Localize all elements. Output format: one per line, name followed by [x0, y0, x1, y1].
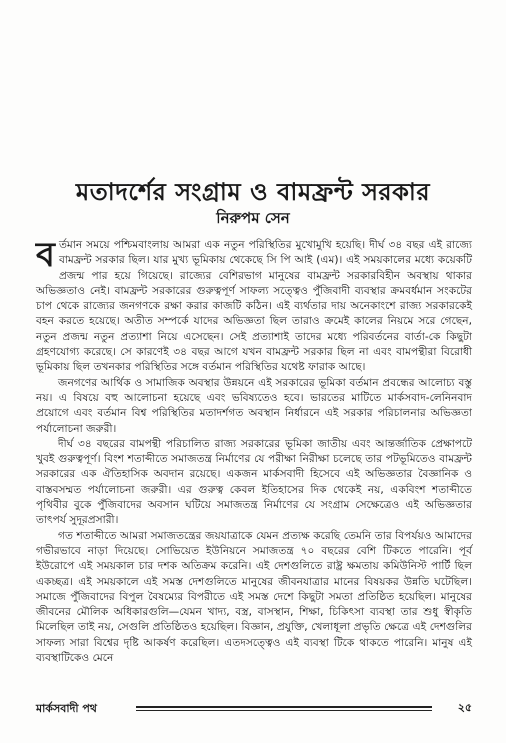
paragraph-3: দীর্ঘ ৩৪ বছরের বামপন্থী পরিচালিত রাজ্য সরকারের ভূমিকা জাতীয় এবং আন্তর্জাতিক প্রেক্ষাপটে খুবই গুরুত্বপূর্ণ। বিংশ শতাব্দীতে সমাজতন্ত্র নির্মাণের যে পরীক্ষা নিরীক্ষা চলেছে তার পটভূমিতেও বামফ্রন্ট সরকারের এক ঐতিহাসিক অবদান রয়েছে। একজন মার্কসবাদী হিসেবে এই অভিজ্ঞতার বৈজ্ঞানিক ও বাস্তবসম্মত পর্যালোচনা জরুরী। এর গুরুত্ব কেবল ইতিহাসের দিক থেকেই নয়, একবিংশ শতাব্দীতে পৃথিবীর বুকে পুঁজিবাদের অবসান ঘটিয়ে সমাজতন্ত্র নির্মাণের যে সংগ্রাম সেক্ষেত্রেও এই অভিজ্ঞতার তাৎপর্য সুদূরপ্রসারী। — [36, 437, 472, 527]
paragraph-1-text: র্তমান সময়ে পশ্চিমবাংলায় আমরা এক নতুন পরিস্থিতির মুখোমুখি হয়েছি। দীর্ঘ ৩৪ বছর এই রাজ্যে বামফ্রন্ট সরকার ছিল। যার মুখ্য ভূমিকায় থেকেছে সি পি আই (এম)। এই সময়কালের মধ্যে কয়েকটি প্রজন্ম পার হয়ে গিয়েছে। রাজ্যের বেশিরভাগ মানুষের বামফ্রন্ট সরকারবিহীন অবস্থায় থাকার অভিজ্ঞতাও নেই। বামফ্রন্ট সরকারের গুরুত্বপূর্ণ সাফল্য সত্ত্বেও পুঁজিবাদী ব্যবস্থার ক্রমবর্ধমান সংকটের চাপ থেকে রাজ্যের জনগণকে রক্ষা করার কাজটি কঠিন। এই ব্যর্থতার দায় অনেকাংশে রাজ্য সরকারকেই বহন করতে হয়েছে। অতীত সম্পর্কে যাদের অভিজ্ঞতা ছিল তারাও ক্রমেই কালের নিয়মে সরে গেছেন, নতুন প্রজন্ম নতুন প্রত্যাশা নিয়ে এসেছেন। সেই প্রত্যাশাই তাদের মধ্যে পরিবর্তনের বার্তা-কে কিছুটা গ্রহণযোগ্য করেছে। সে কারণেই ৩৪ বছর আগে যখন বামফ্রন্ট সরকার ছিল না এবং বামপন্থীরা বিরোধী ভূমিকায় ছিল তখনকার পরিস্থিতির সঙ্গে বর্তমান পরিস্থিতির যথেষ্ট ফারাক আছে। — [36, 239, 472, 374]
page-number: ২৫ — [457, 701, 472, 714]
paragraph-2: জনগণের আর্থিক ও সামাজিক অবস্থার উন্নয়নে এই সরকারের ভূমিকা বর্তমান প্রবন্ধের আলোচ্য বস্তু নয়। এ বিষয়ে বহু আলোচনা হয়েছে এবং ভবিষ্যতেও হবে। ভারতের মাটিতে মার্কসবাদ-লেনিনবাদ প্রয়োগে এবং বর্তমান বিশ্ব পরিস্থিতির মতাদর্শগত অবস্থান নির্ধারনে এই সরকার পরিচালনার অভিজ্ঞতা পর্যালোচনা জরুরী। — [36, 376, 472, 435]
drop-cap: ব — [36, 235, 55, 275]
footer-rule-divider — [136, 706, 432, 711]
article-author: নিরুপম সেন — [216, 209, 290, 227]
paragraph-1 — [36, 235, 472, 376]
page-footer — [36, 700, 472, 720]
article-body — [36, 235, 472, 666]
journal-name: মার্কসবাদী পথ — [36, 702, 97, 715]
paragraph-4: গত শতাব্দীতে আমরা সমাজতন্ত্রের জয়যাত্রাকে যেমন প্রত্যক্ষ করেছি তেমনি তার বিপর্যয়ও আমাদের গভীরভাবে নাড়া দিয়েছে। সোভিয়েত ইউনিয়নে সমাজতন্ত্র ৭০ বছরের বেশি টিকতে পারেনি। পূর্ব ইউরোপে এই সময়কাল চার দশক অতিক্রম করেনি। এই দেশগুলিতে রাষ্ট্র ক্ষমতায় কমিউনিস্ট পার্টি ছিল একচ্ছত্র। এই সময়কালে এই সমস্ত দেশগুলিতে মানুষের জীবনযাত্রার মানের বিষয়কর উন্নতি ঘটেছিল। সমাজে পুঁজিবাদের বিপুল বৈষম্যের বিপরীতে এই সমস্ত দেশে কিছুটা সমতা প্রতিষ্ঠিত হয়েছিল। মানুষের জীবনের মৌলিক অধিকারগুলি—যেমন খাদ্য, বস্ত্র, বাসস্থান, শিক্ষা, চিকিৎসা ব্যবস্থা তার শুধু স্বীকৃতি মিলেছিল তাই নয়, সেগুলি প্রতিষ্ঠিতও হয়েছিল। বিজ্ঞান, প্রযুক্তি, খেলাধূলা প্রভৃতি ক্ষেত্রে এই দেশগুলির সাফল্য সারা বিশ্বের দৃষ্টি আকর্ষণ করেছিল। এতদসত্ত্বেও এই ব্যবস্থা টিকে থাকতে পারেনি। মানুষ এই ব্যবস্থাটিকেও মেনে — [36, 529, 472, 665]
article-title: মতাদর্শের সংগ্রাম ও বামফ্রন্ট সরকার — [75, 178, 431, 206]
